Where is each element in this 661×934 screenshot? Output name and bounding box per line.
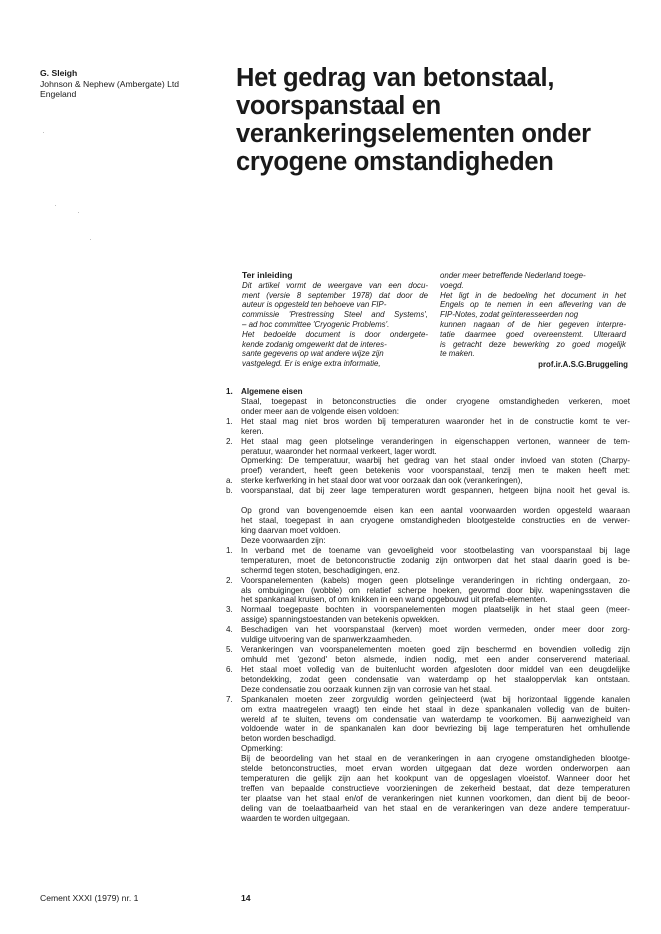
scan-speck: [55, 205, 56, 206]
line-text: betondekking, zodat geen condensatie van waterdamp op het staaloppervlak kan ontstaan.: [241, 674, 630, 684]
text-line: onder meer betreffende Nederland toege-: [440, 271, 586, 280]
list-marker: 2.: [226, 436, 233, 446]
body-line: [226, 675, 630, 685]
text-line: kende zodanig omgewerkt dat de interes-: [242, 339, 387, 349]
footer-journal: Cement XXXI (1979) nr. 1: [40, 893, 139, 903]
line-text: waarden te worden uitgegaan.: [241, 813, 350, 823]
line-text: keren.: [241, 426, 264, 436]
page-number: 14: [241, 893, 251, 903]
body-line: [226, 754, 630, 764]
title-line: Het gedrag van betonstaal,: [236, 64, 555, 92]
body-line: [226, 715, 630, 725]
body-line: [226, 536, 630, 546]
line-text: vuldige uitvoering van de spanwerkzaamheden.: [241, 635, 412, 645]
body-line: [226, 724, 630, 734]
line-text: assige) spanningstoestanden van betekenis opwekken.: [241, 615, 440, 625]
body-line: [226, 794, 630, 804]
line-text: voldoende water in de spankanalen kan door bevriezing bij lage temperaturen het omhullende: [241, 724, 630, 734]
text-line: Het bedoelde document is door ondergete-: [242, 329, 428, 339]
title-line: verankeringselementen onder: [236, 120, 591, 148]
line-text: Deze condensatie zou oorzaak kunnen zijn van corrosie van het staal.: [241, 684, 493, 694]
body-line: [226, 814, 630, 824]
body-line: [226, 625, 630, 635]
author-block: [40, 68, 230, 100]
line-text: Algemene eisen: [241, 387, 303, 396]
line-text: wereld af te sluiten, tevens om condensatie van waterdamp te voorkomen. Bij aanwezigheid van: [241, 714, 630, 724]
line-text: Opmerking:: [241, 744, 283, 754]
body-line: [226, 417, 630, 427]
list-marker: 4.: [226, 625, 233, 635]
line-text: Het staal moet volledig van de buitenlucht worden afgesloten door middel van een deugdelijke: [241, 664, 630, 674]
line-text: Spankanalen moeten zeer zorgvuldig worden geïnjecteerd (wat bij horizontaal liggende kanalen: [241, 694, 630, 704]
title-line: voorspanstaal en: [236, 92, 441, 120]
text-line: – ad hoc committee 'Cryogenic Problems'.: [242, 319, 390, 329]
text-line: auteur is opgesteld ten behoeve van FIP-: [242, 300, 387, 310]
scan-speck: [78, 212, 79, 213]
body-line: [226, 576, 630, 586]
text-line: tatie daarmee goed overeenstemt. Ulteraard: [440, 329, 626, 339]
line-text: stelde betonconstructies, moet ervan worden uitgegaan dat deze worden onderworpen aan: [241, 764, 630, 774]
scan-speck: [90, 239, 91, 240]
list-marker: 5.: [226, 645, 233, 655]
line-text: Staal, toegepast in betonconstructies die onder cryogene omstandigheden verkeren, moet: [241, 396, 630, 406]
body-line: [226, 804, 630, 814]
body-line: [226, 705, 630, 715]
body-line: [226, 506, 630, 516]
line-text: Beschadigen van het voorspanstaal (kerven) moet worden vermeden, onder meer door zorg-: [241, 625, 630, 635]
text-line: sante gegevens op wat andere wijze zijn: [242, 349, 384, 359]
body-line: [226, 407, 630, 417]
body-line: [226, 556, 630, 566]
article-title: [236, 64, 636, 176]
body-line: [226, 734, 630, 744]
line-text: omhuld met 'gezond' beton alsmede, indien nodig, met een ander conserverend materiaal.: [241, 654, 630, 664]
text-line: commissie 'Prestressing Steel and Systems',: [242, 310, 428, 320]
line-text: sterke kerfwerking in het staal door wat voor oorzaak dan ook (verankeringen),: [241, 476, 523, 486]
text-line: Dit artikel vormt de weergave van een docu-: [242, 280, 428, 290]
line-text: ter plaatse van het staal en/of de verankeringen niet kunnen voorkomen, dan dient bij de beoor-: [241, 793, 630, 803]
line-text: Deze voorwaarden zijn:: [241, 535, 326, 545]
scan-speck: [43, 132, 44, 133]
line-text: onder meer aan de volgende eisen voldoen:: [241, 406, 399, 416]
line-text: treffen van bepaalde constructieve voorzieningen de zekerheid bestaat, dat deze temperaturen: [241, 783, 630, 793]
paragraph-gap: [226, 496, 630, 506]
list-marker: 1.: [226, 416, 233, 426]
list-marker: b.: [226, 486, 233, 496]
list-marker: 6.: [226, 664, 233, 674]
line-text: deling van de toelaatbaarheid van het staal en de verankeringen van deze andere temperatuur-: [241, 803, 630, 813]
author-affiliation: Johnson & Nephew (Ambergate) Ltd: [40, 78, 180, 89]
body-line: [226, 774, 630, 784]
body-line: [226, 476, 630, 486]
body-line: [226, 615, 630, 625]
body-line: [226, 486, 630, 496]
intro-left-lines: [242, 281, 430, 369]
line-text: temperaturen, moet de betonconstructie zodanig zijn ontworpen dat het staal daarin goed is be-: [241, 555, 630, 565]
text-line: vastgelegd. Er is enige extra informatie,: [242, 359, 381, 369]
line-text: temperaturen die gelijk zijn aan het kookpunt van de opgeslagen vloeistof. Wanneer door het: [241, 774, 630, 784]
line-text: Op grond van bovengenoemde eisen kan een aantal voorwaarden worden opgesteld waaraan: [241, 506, 630, 516]
list-marker: 1.: [226, 387, 233, 396]
line-text: het spankanaal kruisen, of om knikken in een wand opgebouwd uit prefab-elementen.: [241, 595, 548, 605]
body-line: [226, 546, 630, 556]
body-line: [226, 397, 630, 407]
body-line: [226, 695, 630, 705]
line-text: proef) verandert, heeft geen betekenis voor voorspanstaal, tenzij men te maken heeft met:: [241, 466, 630, 476]
line-text: Normaal toegepaste bochten in voorspanelementen mogen plaatselijk in het staal geen (meer-: [241, 605, 630, 615]
line-text: Bij de beoordeling van het staal en de verankeringen in aan cryogene omstandigheden blootge-: [241, 754, 630, 764]
body-line: [226, 605, 630, 615]
body-line: [226, 665, 630, 675]
text-line: ment (versie 8 september 1978) dat door de: [242, 290, 428, 300]
list-marker: 7.: [226, 694, 233, 704]
text-line: Het ligt in de bedoeling het document in het: [440, 290, 626, 300]
line-text: Voorspanelementen (kabels) mogen geen plotselinge veranderingen in richting ondergaan, zo-: [241, 575, 630, 585]
body-line: [226, 744, 630, 754]
line-text: schermd tegen stoten, beschadigingen, enz.: [241, 565, 400, 575]
intro-heading: Ter inleiding: [242, 270, 293, 280]
list-marker: 1.: [226, 545, 233, 555]
line-text: Opmerking: De temperatuur, waarbij het gedrag van het staal onder invloed van stoten (Charpy-: [241, 456, 630, 466]
line-text: Het staal mag niet bros worden bij temperaturen waaronder het in de constructie komt te ver-: [241, 416, 630, 426]
section-heading: [226, 387, 630, 397]
line-text: voorspanstaal, dat bij zeer lage temperaturen wordt gespannen, hetgeen bijna nooit het geval is.: [241, 486, 630, 496]
text-line: FIP-Notes, zodat geïnteresseerden nog: [440, 310, 579, 320]
text-line: Engels op te nemen in een aflevering van de: [440, 300, 626, 310]
intro-left-column: [242, 271, 430, 369]
body-line: [226, 784, 630, 794]
text-line: te maken.: [440, 349, 475, 359]
author-name: G. Sleigh: [40, 68, 78, 78]
body-line: [226, 595, 630, 605]
body-line: [226, 466, 630, 476]
body-line: [226, 764, 630, 774]
title-line: cryogene omstandigheden: [236, 148, 554, 176]
line-text: peratuur, waaronder het normaal verkeert, lager wordt.: [241, 446, 437, 456]
list-marker: 3.: [226, 605, 233, 615]
list-marker: a.: [226, 476, 233, 486]
intro-signature: prof.ir.A.S.G.Bruggeling: [538, 360, 628, 370]
body-line: [226, 586, 630, 596]
article-body: [226, 387, 630, 824]
body-line: [226, 566, 630, 576]
line-text: om extra maatregelen vraagt) ten einde het staal in deze spankanalen volledig van de buiten-: [241, 704, 630, 714]
text-line: voegd.: [440, 280, 464, 290]
line-text: Het staal mag geen plotselinge veranderingen in eigenschappen vertonen, wanneer de tem-: [241, 436, 630, 446]
body-line: [226, 427, 630, 437]
line-text: als ombuigingen (wobble) om relatief scherpe hoeken, gevormd door bijv. wapeningsstaven die: [241, 585, 630, 595]
body-line: [226, 526, 630, 536]
intro-right-column: [440, 271, 628, 370]
line-text: het staal, toegepast in aan cryogene omstandigheden blootgestelde constructies en de verwer-: [241, 516, 630, 526]
body-line: [226, 456, 630, 466]
body-line: [226, 635, 630, 645]
line-text: king daarvan moet voldoen.: [241, 525, 341, 535]
text-line: kunnen nagaan of de hier gegeven interpre-: [440, 319, 626, 329]
line-text: beton worden beschadigd.: [241, 734, 336, 744]
author-country: Engeland: [40, 89, 77, 100]
body-line: [226, 685, 630, 695]
text-line: is getracht deze bewerking zo goed mogelijk: [440, 339, 626, 349]
body-line: [226, 447, 630, 457]
list-marker: 2.: [226, 575, 233, 585]
body-line: [226, 437, 630, 447]
intro-right-lines: [440, 271, 628, 359]
body-line: [226, 645, 630, 655]
line-text: In verband met de toename van gevoeligheid voor stootbelasting van voorspanstaal bij lage: [241, 545, 630, 555]
line-text: Verankeringen van voorspanelementen moeten goed zijn beschermd en bovendien volledig zijn: [241, 645, 630, 655]
body-line: [226, 655, 630, 665]
body-line: [226, 516, 630, 526]
